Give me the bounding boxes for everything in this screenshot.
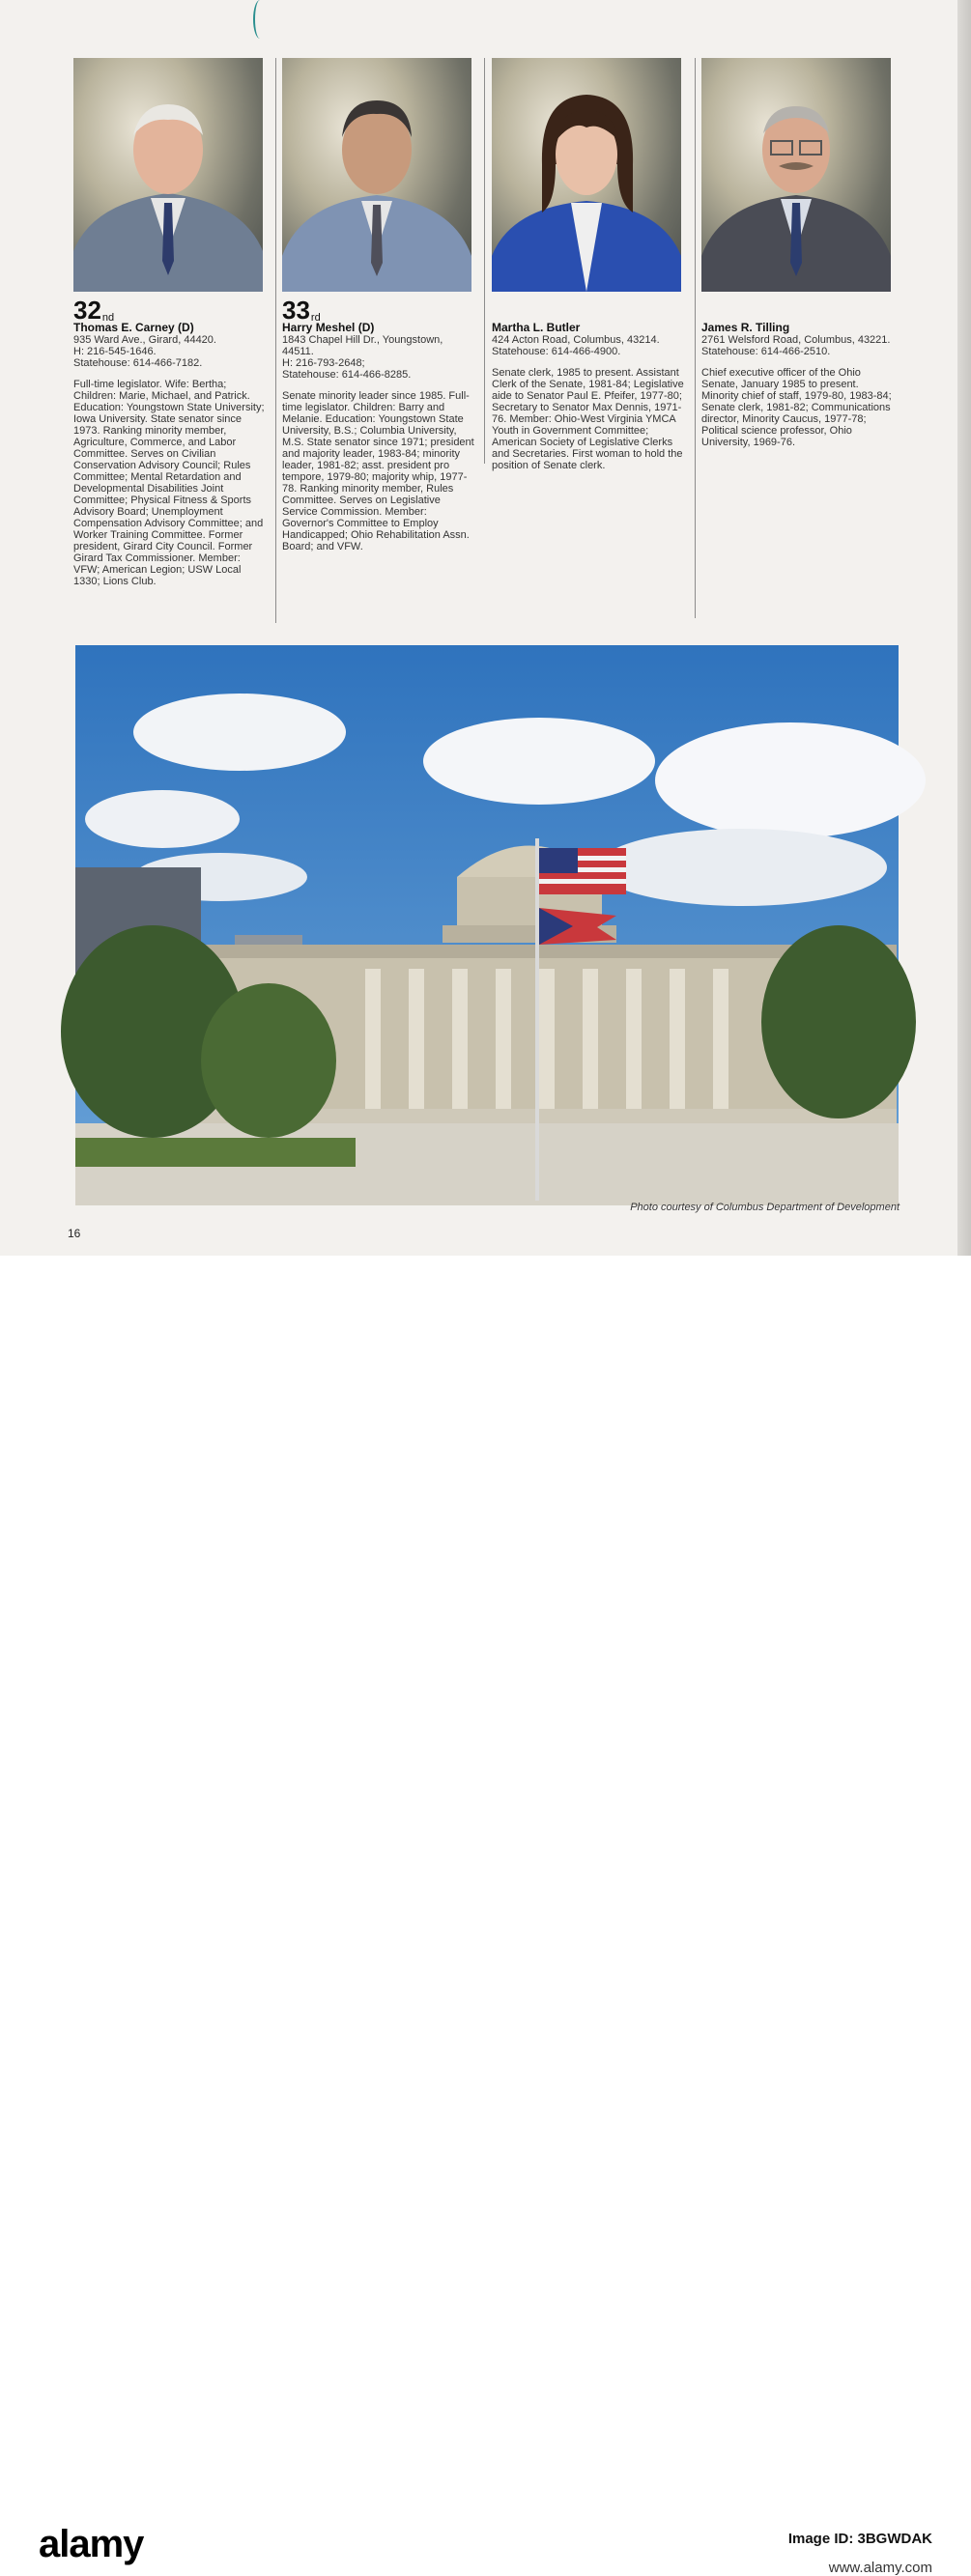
member-bio: Senate minority leader since 1985. Full-time legislator. Children: Barry and Melanie. Education: Youngstown State University, B.S.; Columbia University, M.S. State senator since 1971; president and majority leader, 1983-84; minority leader, 1981-82; asst. president pro tempore, 1979-80; majority whip, 1977-78. Ranking minority member, Rules Committee. Serves on Legislative Service Commission. Member: Governor's Committee to Employ Handicapped; Ohio Rehabilitation Assn. Board; and VFW. <box>282 390 474 552</box>
member-address: 935 Ward Ave., Girard, 44420. <box>73 334 216 346</box>
member-name: Harry Meshel (D) <box>282 321 375 334</box>
magazine-page <box>0 0 971 1256</box>
watermark-url: www.alamy.com <box>828 2560 932 2576</box>
district-number: $33_{rd}$ <box>282 296 321 325</box>
member-name: Thomas E. Carney (D) <box>73 321 194 334</box>
column-divider <box>695 58 696 618</box>
member-column-2 <box>282 58 477 552</box>
member-bio: Chief executive officer of the Ohio Senate, January 1985 to present. Minority chief of staff, 1979-80, 1983-84; Senate clerk, 1981-82; Communications director, Minority Caucus, 1977-78; Political science professor, Ohio University, 1969-76. <box>701 367 892 448</box>
watermark-image-id: Image ID: 3BGWDAK <box>787 2531 932 2547</box>
portrait-photo <box>73 58 263 292</box>
member-statehouse-phone: Statehouse: 614-466-8285. <box>282 369 412 381</box>
member-name: James R. Tilling <box>701 321 790 334</box>
member-address: 1843 Chapel Hill Dr., Youngstown, 44511. <box>282 334 443 357</box>
member-name: Martha L. Butler <box>492 321 581 334</box>
member-address: 424 Acton Road, Columbus, 43214. <box>492 334 660 346</box>
member-home-phone: H: 216-545-1646. <box>73 346 157 357</box>
page-number: 16 <box>68 1227 81 1240</box>
portrait-photo <box>282 58 471 292</box>
member-statehouse-phone: Statehouse: 614-466-4900. <box>492 346 621 357</box>
watermark-bar <box>0 1256 971 2576</box>
member-column-4 <box>701 58 897 448</box>
member-column-1 <box>73 58 269 587</box>
portrait-photo <box>492 58 681 292</box>
member-statehouse-phone: Statehouse: 614-466-7182. <box>73 357 203 369</box>
member-address: 2761 Welsford Road, Columbus, 43221. <box>701 334 891 346</box>
page-edge <box>957 0 971 1256</box>
column-divider <box>275 58 276 623</box>
column-divider <box>484 58 485 464</box>
member-bio: Full-time legislator. Wife: Bertha; Children: Marie, Michael, and Patrick. Education: Youngstown State University; Iowa University. State senator since 1973. Ranking minority member, Agriculture, Commerce, and Labor Committee. Serves on Civilian Conservation Advisory Council; Rules Committee; Mental Retardation and Developmental Disabilities Joint Committee; Physical Fitness & Sports Advisory Board; Unemployment Compensation Advisory Committee; and Worker Training Committee. Former president, Girard City Council. Former Girard Tax Commissioner. Member: VFW; American Legion; USW Local 1330; Lions Club. <box>73 379 265 587</box>
decorative-curve <box>253 0 267 39</box>
watermark-logo: alamy <box>39 2523 144 2565</box>
district-number: $32_{nd}$ <box>73 296 115 325</box>
photo-caption: Photo courtesy of Columbus Department of Development <box>630 1202 900 1213</box>
member-bio: Senate clerk, 1985 to present. Assistant Clerk of the Senate, 1981-84; Legislative aide to Senator Paul E. Pfeifer, 1977-80; Secretary to Senator Max Dennis, 1971-76. Member: Ohio-West Virginia YMCA Youth in Government Committee; American Society of Legislative Clerks and Secretaries. First woman to hold the position of Senate clerk. <box>492 367 684 471</box>
member-statehouse-phone: Statehouse: 614-466-2510. <box>701 346 831 357</box>
portrait-photo <box>701 58 891 292</box>
member-column-3 <box>492 58 687 471</box>
member-home-phone: H: 216-793-2648; <box>282 357 365 369</box>
capitol-photo <box>75 645 899 1205</box>
